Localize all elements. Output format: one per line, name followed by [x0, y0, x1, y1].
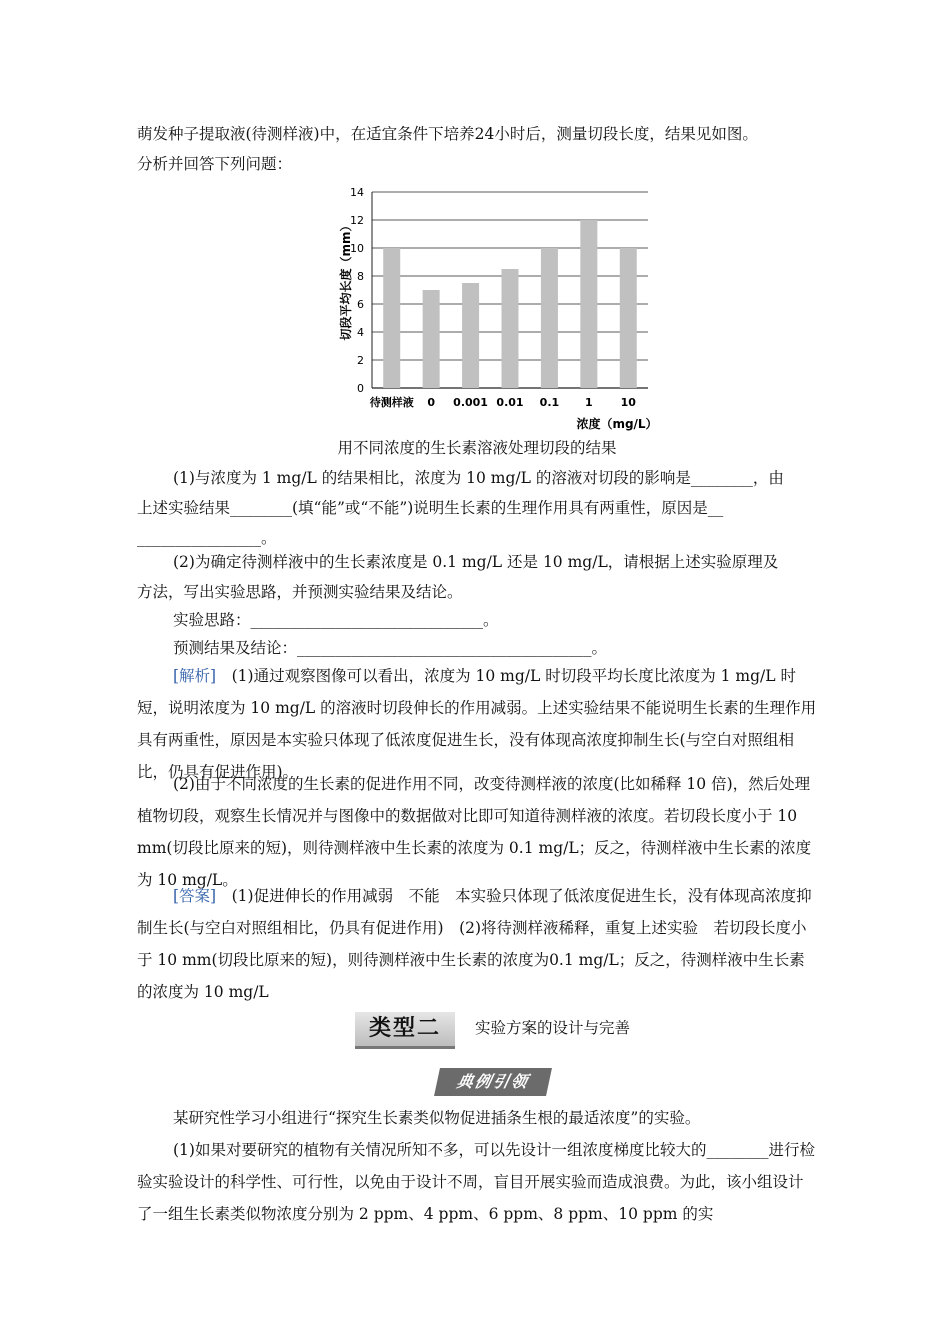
bar-chart [330, 180, 660, 440]
answer-tag: [答案] [173, 887, 217, 905]
question-2-line-2: 方法，写出实验思路，并预测实验结果及结论。 [137, 583, 463, 601]
type-title: 实验方案的设计与完善 [475, 1019, 631, 1037]
example-intro: 某研究性学习小组进行“探究生长素类似物促进插条生根的最适浓度”的实验。 [173, 1109, 701, 1127]
question-1-line-1: (1)与浓度为 1 mg/L 的结果相比，浓度为 10 mg/L 的溶液对切段的影响是________，由 [173, 469, 784, 487]
x-tick-label-6: 10 [620, 396, 636, 409]
y-tick-label-0: 0 [357, 382, 364, 395]
chart-x-ticks [370, 395, 637, 409]
intro-line-2: 分析并回答下列问题： [137, 155, 293, 173]
chart-x-axis-label: 浓度（mg/L） [576, 417, 658, 431]
y-tick-label-3: 6 [357, 298, 364, 311]
analysis-text-1: (1)通过观察图像可以看出，浓度为 10 mg/L 时切段平均长度比浓度为 1 mg/L 时短，说明浓度为 10 mg/L 的溶液时切段伸长的作用减弱。上述实验结果不能说明生长素的生理作用具有两重性，原因是本实验只体现了低浓度促进生长，没有体现高浓度抑制生长(与空白对照组相比，仍具有促进作用)。 [137, 667, 817, 781]
y-tick-label-7: 14 [350, 186, 364, 199]
bar-3 [502, 269, 519, 388]
analysis-tag: [解析] [173, 667, 217, 685]
type-banner: 类型二 [355, 1012, 455, 1049]
x-tick-label-0: 待测样液 [369, 396, 414, 409]
question-2-line-1: (2)为确定待测样液中的生长素浓度是 0.1 mg/L 还是 10 mg/L，请根据上述实验原理及 [173, 553, 779, 571]
chart-y-axis-label: 切段平均长度（mm） [339, 219, 353, 341]
bar-2 [462, 283, 479, 388]
bar-4 [541, 248, 558, 388]
example-banner: 典例引领 [434, 1068, 552, 1096]
answer-paragraph [137, 880, 817, 1008]
y-tick-label-2: 4 [357, 326, 364, 339]
bar-5 [580, 220, 597, 388]
y-tick-label-6: 12 [350, 214, 364, 227]
question-1-line-2: 上述实验结果________(填“能”或“不能”)说明生长素的生理作用具有两重性，原因是__ [137, 499, 724, 517]
x-tick-label-2: 0.001 [453, 396, 488, 409]
x-tick-label-3: 0.01 [496, 396, 524, 409]
x-tick-label-1: 0 [427, 396, 435, 409]
question-1-line-3: ________________。 [137, 529, 277, 547]
x-tick-label-4: 0.1 [539, 396, 560, 409]
bar-1 [423, 290, 440, 388]
example-question-1: (1)如果对要研究的植物有关情况所知不多，可以先设计一组浓度梯度比较大的________进行检验实验设计的科学性、可行性，以免由于设计不周，盲目开展实验而造成浪费。为此，该小组设计了一组生长素类似物浓度分别为 2 ppm、4 ppm、6 ppm、8 ppm、10 ppm 的实 [137, 1141, 815, 1223]
bar-6 [620, 248, 637, 388]
y-tick-label-1: 2 [357, 354, 364, 367]
experiment-idea-line: 实验思路：______________________________。 [173, 611, 499, 629]
analysis-paragraph-2: (2)由于不同浓度的生长素的促进作用不同，改变待测样液的浓度(比如稀释 10 倍)，然后处理植物切段，观察生长情况并与图像中的数据做对比即可知道待测样液的浓度。若切段长度小于 10 mm(切段比原来的短)，则待测样液中生长素的浓度为 0.1 mg/L；反之，待测样液中生长素的浓度为 10 mg/L。 [137, 775, 812, 889]
prediction-line: 预测结果及结论：______________________________________。 [173, 639, 608, 657]
intro-line-1: 萌发种子提取液(待测样液)中，在适宜条件下培养24小时后，测量切段长度，结果见如图。 [137, 125, 758, 143]
chart-caption: 用不同浓度的生长素溶液处理切段的结果 [337, 439, 617, 457]
answer-text: (1)促进伸长的作用减弱 不能 本实验只体现了低浓度促进生长，没有体现高浓度抑制生长(与空白对照组相比，仍具有促进作用) (2)将待测样液稀释，重复上述实验 若切段长度小于 10 mm(切段比原来的短)，则待测样液中生长素的浓度为0.1 mg/L；反之，待测样液中生长素的浓度为 10 mg/L [137, 887, 812, 1001]
y-tick-label-5: 10 [350, 242, 364, 255]
x-tick-label-5: 1 [585, 396, 593, 409]
bar-0 [383, 248, 400, 388]
y-tick-label-4: 8 [357, 270, 364, 283]
